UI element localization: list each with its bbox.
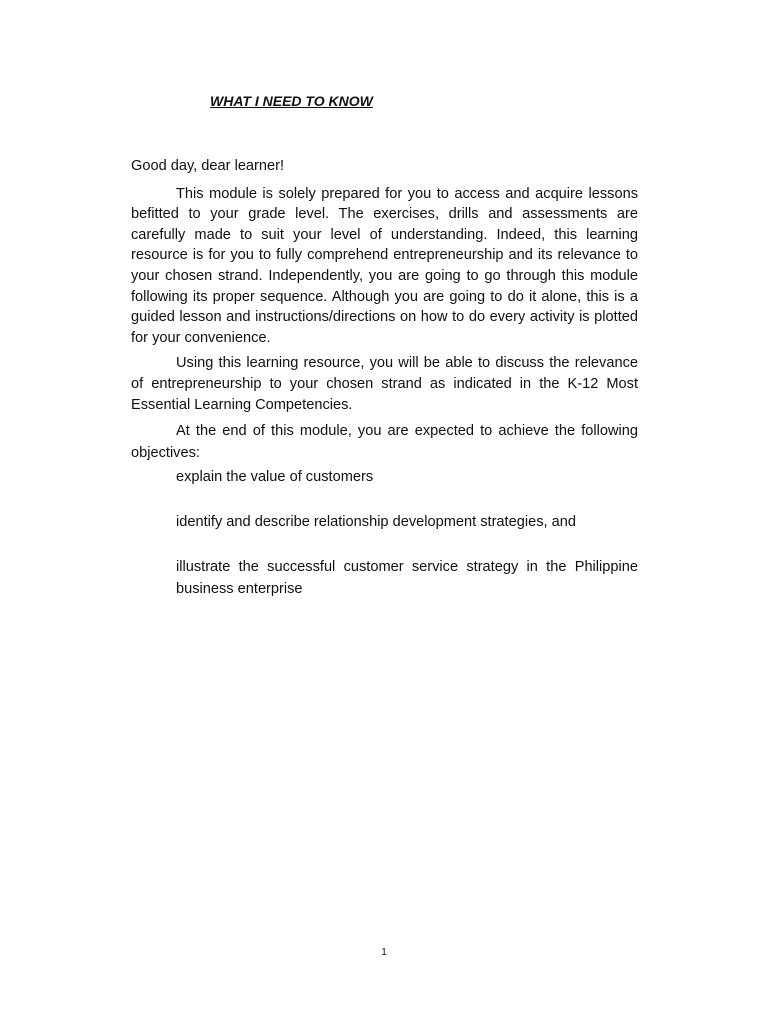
module-body xyxy=(131,156,638,623)
page-number: 1 xyxy=(381,947,387,958)
objectives-intro-paragraph: At the end of this module, you are expected to achieve the following objectives: xyxy=(131,423,638,462)
objective-item: identify and describe relationship development strategies, and xyxy=(176,514,576,531)
page-title: WHAT I NEED TO KNOW xyxy=(210,93,373,109)
intro-paragraph: This module is solely prepared for you to access and acquire lessons befitted to your grade level. The exercises, drills and assessments are carefully made to suit your level of understanding. Indeed, this learning resource is for you to fully comprehend entrepreneurship and its relevance to your chosen strand. Independently, you are going to go through this module following its proper sequence. Although you are going to do it alone, this is a guided lesson and instructions/directions on how to do every activity is plotted for your convenience. xyxy=(131,185,638,346)
objective-item: explain the value of customers xyxy=(176,469,374,486)
learning-resource-paragraph: Using this learning resource, you will be able to discuss the relevance of entrepreneurship to your chosen strand as indicated in the K-12 Most Essential Learning Competencies. xyxy=(131,355,638,413)
objective-item: illustrate the successful customer service strategy in the Philippine business enterprise xyxy=(176,559,638,598)
objectives-list xyxy=(131,466,638,600)
greeting-text: Good day, dear learner! xyxy=(131,158,285,174)
